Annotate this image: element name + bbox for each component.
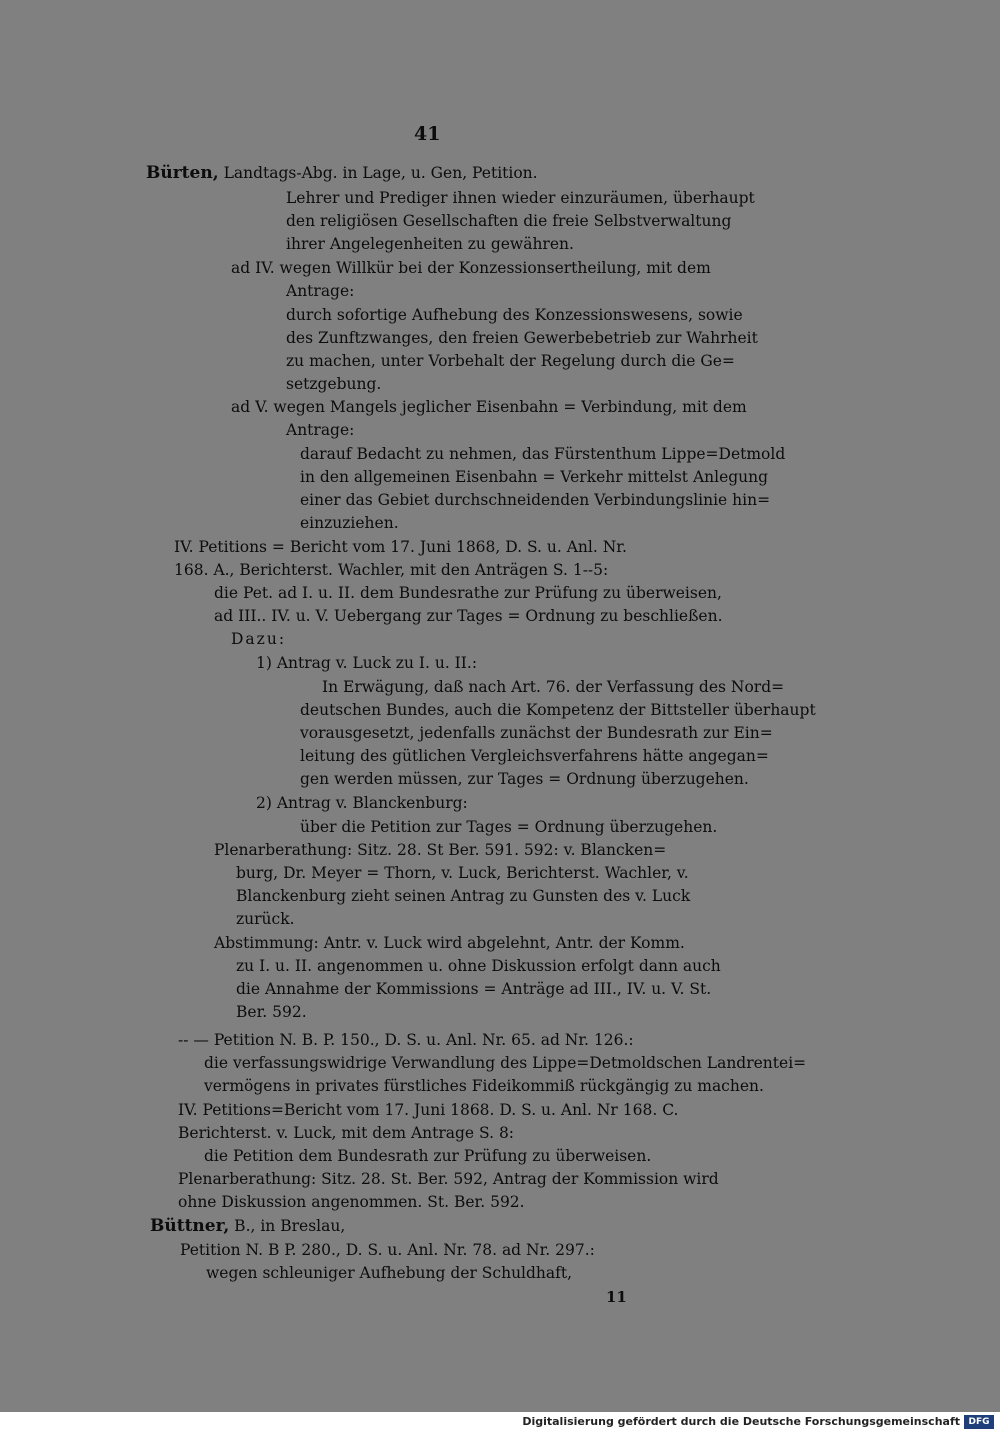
- entry-heading-buettner: Büttner, B., in Breslau,: [150, 1216, 346, 1236]
- text-line: IV. Petitions=Bericht vom 17. Juni 1868. D. S. u. Anl. Nr 168. C.: [178, 1101, 679, 1119]
- text-line: vermögens in privates fürstliches Fideikommiß rückgängig zu machen.: [204, 1077, 764, 1095]
- text-line: gen werden müssen, zur Tages = Ordnung überzugehen.: [300, 770, 749, 788]
- text-line: einer das Gebiet durchschneidenden Verbindungslinie hin=: [300, 491, 771, 509]
- text-line: 168. A., Berichterst. Wachler, mit den Anträgen S. 1--5:: [174, 561, 609, 579]
- text-line: die Annahme der Kommissions = Anträge ad III., IV. u. V. St.: [236, 980, 712, 998]
- footer-bar: [0, 1412, 1000, 1432]
- text-line: Dazu:: [231, 630, 287, 648]
- text-line: über die Petition zur Tages = Ordnung überzugehen.: [300, 818, 718, 836]
- text-line: Blanckenburg zieht seinen Antrag zu Gunsten des v. Luck: [236, 887, 691, 905]
- text-line: ad V. wegen Mangels jeglicher Eisenbahn = Verbindung, mit dem: [231, 398, 747, 416]
- text-line: vorausgesetzt, jedenfalls zunächst der Bundesrath zur Ein=: [300, 724, 773, 742]
- text-line: wegen schleuniger Aufhebung der Schuldhaft,: [206, 1264, 573, 1282]
- text-line: -- — Petition N. B. P. 150., D. S. u. Anl. Nr. 65. ad Nr. 126.:: [178, 1031, 634, 1049]
- text-line: zu I. u. II. angenommen u. ohne Diskussion erfolgt dann auch: [236, 957, 721, 975]
- text-line: in den allgemeinen Eisenbahn = Verkehr mittelst Anlegung: [300, 468, 769, 486]
- text-line: ohne Diskussion angenommen. St. Ber. 592.: [178, 1193, 525, 1211]
- signature-mark: 11: [606, 1288, 627, 1306]
- text-line: ad IV. wegen Willkür bei der Konzessionsertheilung, mit dem: [231, 259, 711, 277]
- text-line: die Pet. ad I. u. II. dem Bundesrathe zur Prüfung zu überweisen,: [214, 584, 722, 602]
- text-line: Antrage:: [286, 282, 355, 300]
- text-line: 1) Antrag v. Luck zu I. u. II.:: [256, 654, 478, 672]
- funding-notice: Digitalisierung gefördert durch die Deutsche Forschungsgemeinschaft: [522, 1415, 960, 1428]
- text-line: ad III.. IV. u. V. Uebergang zur Tages = Ordnung zu beschließen.: [214, 607, 723, 625]
- text-line: Berichterst. v. Luck, mit dem Antrage S. 8:: [178, 1124, 515, 1142]
- text-line: Antrage:: [286, 421, 355, 439]
- text-line: In Erwägung, daß nach Art. 76. der Verfassung des Nord=: [322, 678, 785, 696]
- text-line: Petition N. B P. 280., D. S. u. Anl. Nr. 78. ad Nr. 297.:: [180, 1241, 595, 1259]
- text-line: Lehrer und Prediger ihnen wieder einzuräumen, überhaupt: [286, 189, 755, 207]
- text-line: Plenarberathung: Sitz. 28. St Ber. 591. 592: v. Blancken=: [214, 841, 667, 859]
- text-line: darauf Bedacht zu nehmen, das Fürstenthum Lippe=Detmold: [300, 445, 786, 463]
- page-number: 41: [414, 123, 441, 145]
- text-line: Plenarberathung: Sitz. 28. St. Ber. 592, Antrag der Kommission wird: [178, 1170, 719, 1188]
- text-line: durch sofortige Aufhebung des Konzessionswesens, sowie: [286, 306, 743, 324]
- text-line: den religiösen Gesellschaften die freie Selbstverwaltung: [286, 212, 732, 230]
- text-line: die Petition dem Bundesrath zur Prüfung zu überweisen.: [204, 1147, 652, 1165]
- text-line: des Zunftzwanges, den freien Gewerbebetrieb zur Wahrheit: [286, 329, 758, 347]
- text-line: einzuziehen.: [300, 514, 399, 532]
- entry-heading-buerten: Bürten, Landtags-Abg. in Lage, u. Gen, Petition.: [146, 163, 538, 183]
- text-line: burg, Dr. Meyer = Thorn, v. Luck, Berichterst. Wachler, v.: [236, 864, 689, 882]
- text-line: ihrer Angelegenheiten zu gewähren.: [286, 235, 574, 253]
- text-line: die verfassungswidrige Verwandlung des Lippe=Detmoldschen Landrentei=: [204, 1054, 807, 1072]
- dfg-logo-icon: DFG: [964, 1415, 994, 1429]
- text-line: zurück.: [236, 910, 295, 928]
- text-line: leitung des gütlichen Vergleichsverfahrens hätte angegan=: [300, 747, 769, 765]
- text-line: 2) Antrag v. Blanckenburg:: [256, 794, 468, 812]
- text-line: Abstimmung: Antr. v. Luck wird abgelehnt, Antr. der Komm.: [214, 934, 685, 952]
- text-line: Ber. 592.: [236, 1003, 307, 1021]
- text-line: setzgebung.: [286, 375, 382, 393]
- text-line: deutschen Bundes, auch die Kompetenz der Bittsteller überhaupt: [300, 701, 816, 719]
- text-line: IV. Petitions = Bericht vom 17. Juni 1868, D. S. u. Anl. Nr.: [174, 538, 627, 556]
- text-line: zu machen, unter Vorbehalt der Regelung durch die Ge=: [286, 352, 735, 370]
